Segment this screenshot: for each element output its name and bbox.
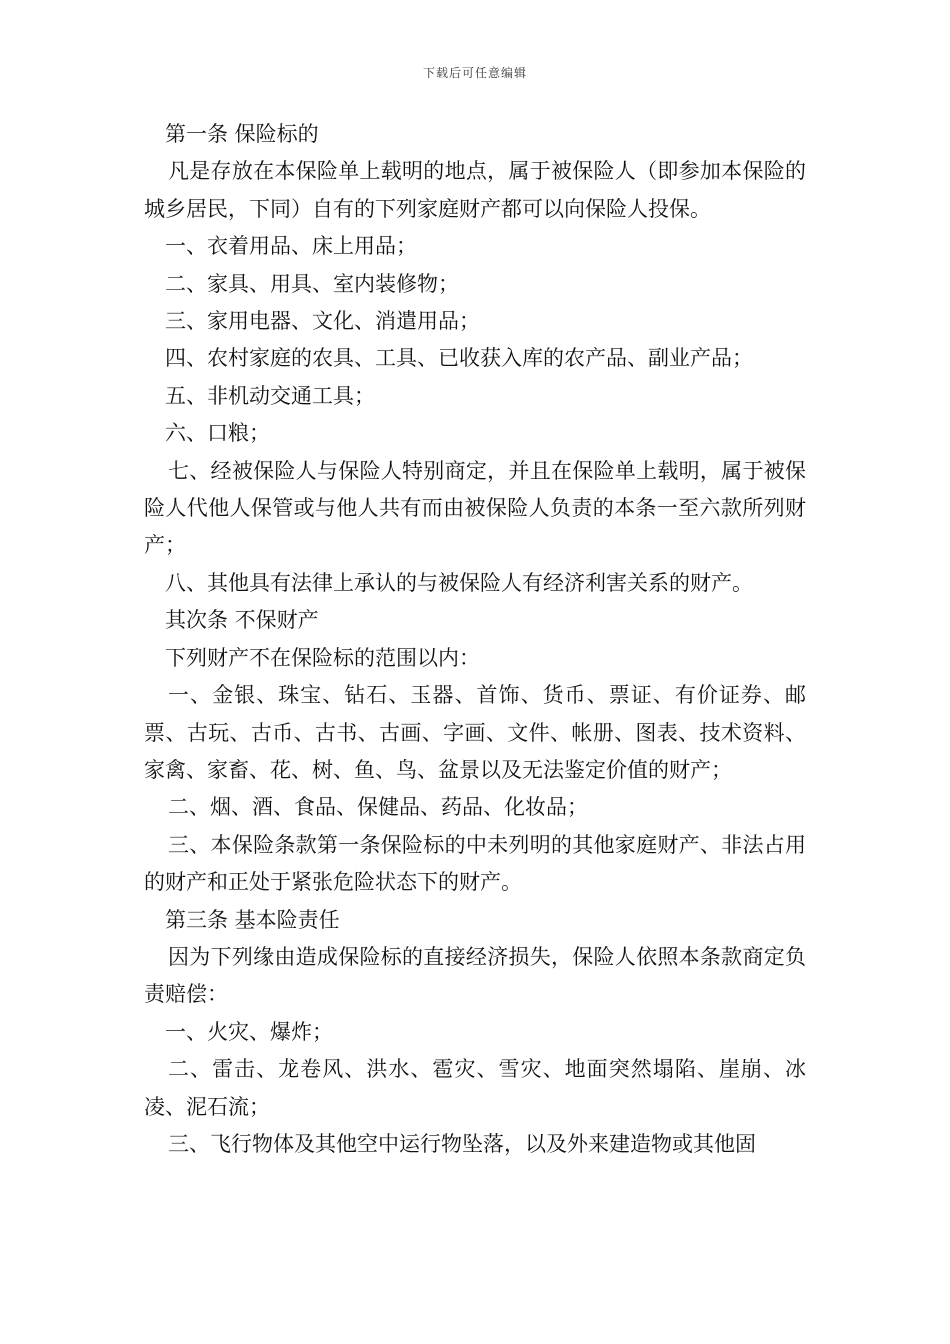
article-2-item-3: 三、本保险条款第一条保险标的中未列明的其他家庭财产、非法占用的财产和正处于紧张危险状态下的财产。 bbox=[144, 832, 806, 895]
article-1-item-3: 三、家用电器、文化、消遣用品； bbox=[165, 309, 480, 334]
article-1-item-2: 二、家具、用具、室内装修物； bbox=[165, 271, 459, 296]
article-3-heading: 第三条 基本险责任 bbox=[165, 907, 340, 932]
article-3-item-1: 一、火灾、爆炸； bbox=[165, 1019, 333, 1044]
article-1-item-6: 六、口粮； bbox=[165, 421, 270, 446]
article-1-item-5: 五、非机动交通工具； bbox=[165, 383, 375, 408]
article-1-item-7: 七、经被保险人与保险人特别商定，并且在保险单上载明，属于被保险人代他人保管或与他人共有而由被保险人负责的本条一至六款所列财产； bbox=[144, 458, 806, 558]
article-1-intro: 凡是存放在本保险单上载明的地点，属于被保险人（即参加本保险的城乡居民，下同）自有的下列家庭财产都可以向保险人投保。 bbox=[144, 159, 806, 221]
header-note: 下载后可任意编辑 bbox=[422, 66, 527, 80]
article-3-item-2: 二、雷击、龙卷风、洪水、雹灾、雪灾、地面突然塌陷、崖崩、冰凌、泥石流； bbox=[144, 1057, 806, 1119]
article-1-heading: 第一条 保险标的 bbox=[165, 122, 319, 146]
article-1-item-1: 一、衣着用品、床上用品； bbox=[165, 234, 417, 259]
article-1-item-4: 四、农村家庭的农具、工具、已收获入库的农产品、副业产品； bbox=[165, 346, 753, 371]
document-body bbox=[144, 116, 806, 1163]
article-2-heading: 其次条 不保财产 bbox=[165, 608, 319, 633]
article-3-item-3: 三、飞行物体及其他空中运行物坠落，以及外来建造物或其他固 bbox=[168, 1131, 756, 1156]
article-2-item-1: 一、金银、珠宝、钻石、玉器、首饰、货币、票证、有价证券、邮票、古玩、古币、古书、古画、字画、文件、帐册、图表、技术资料、家禽、家畜、花、树、鱼、鸟、盆景以及无法鉴定价值的财产； bbox=[144, 683, 806, 782]
article-3-intro: 因为下列缘由造成保险标的直接经济损失，保险人依照本条款商定负责赔偿： bbox=[144, 944, 806, 1007]
article-1-item-8: 八、其他具有法律上承认的与被保险人有经济利害关系的财产。 bbox=[165, 570, 753, 595]
article-2-intro: 下列财产不在保险标的范围以内： bbox=[165, 645, 480, 670]
article-2-item-2: 二、烟、酒、食品、保健品、药品、化妆品； bbox=[168, 795, 588, 820]
